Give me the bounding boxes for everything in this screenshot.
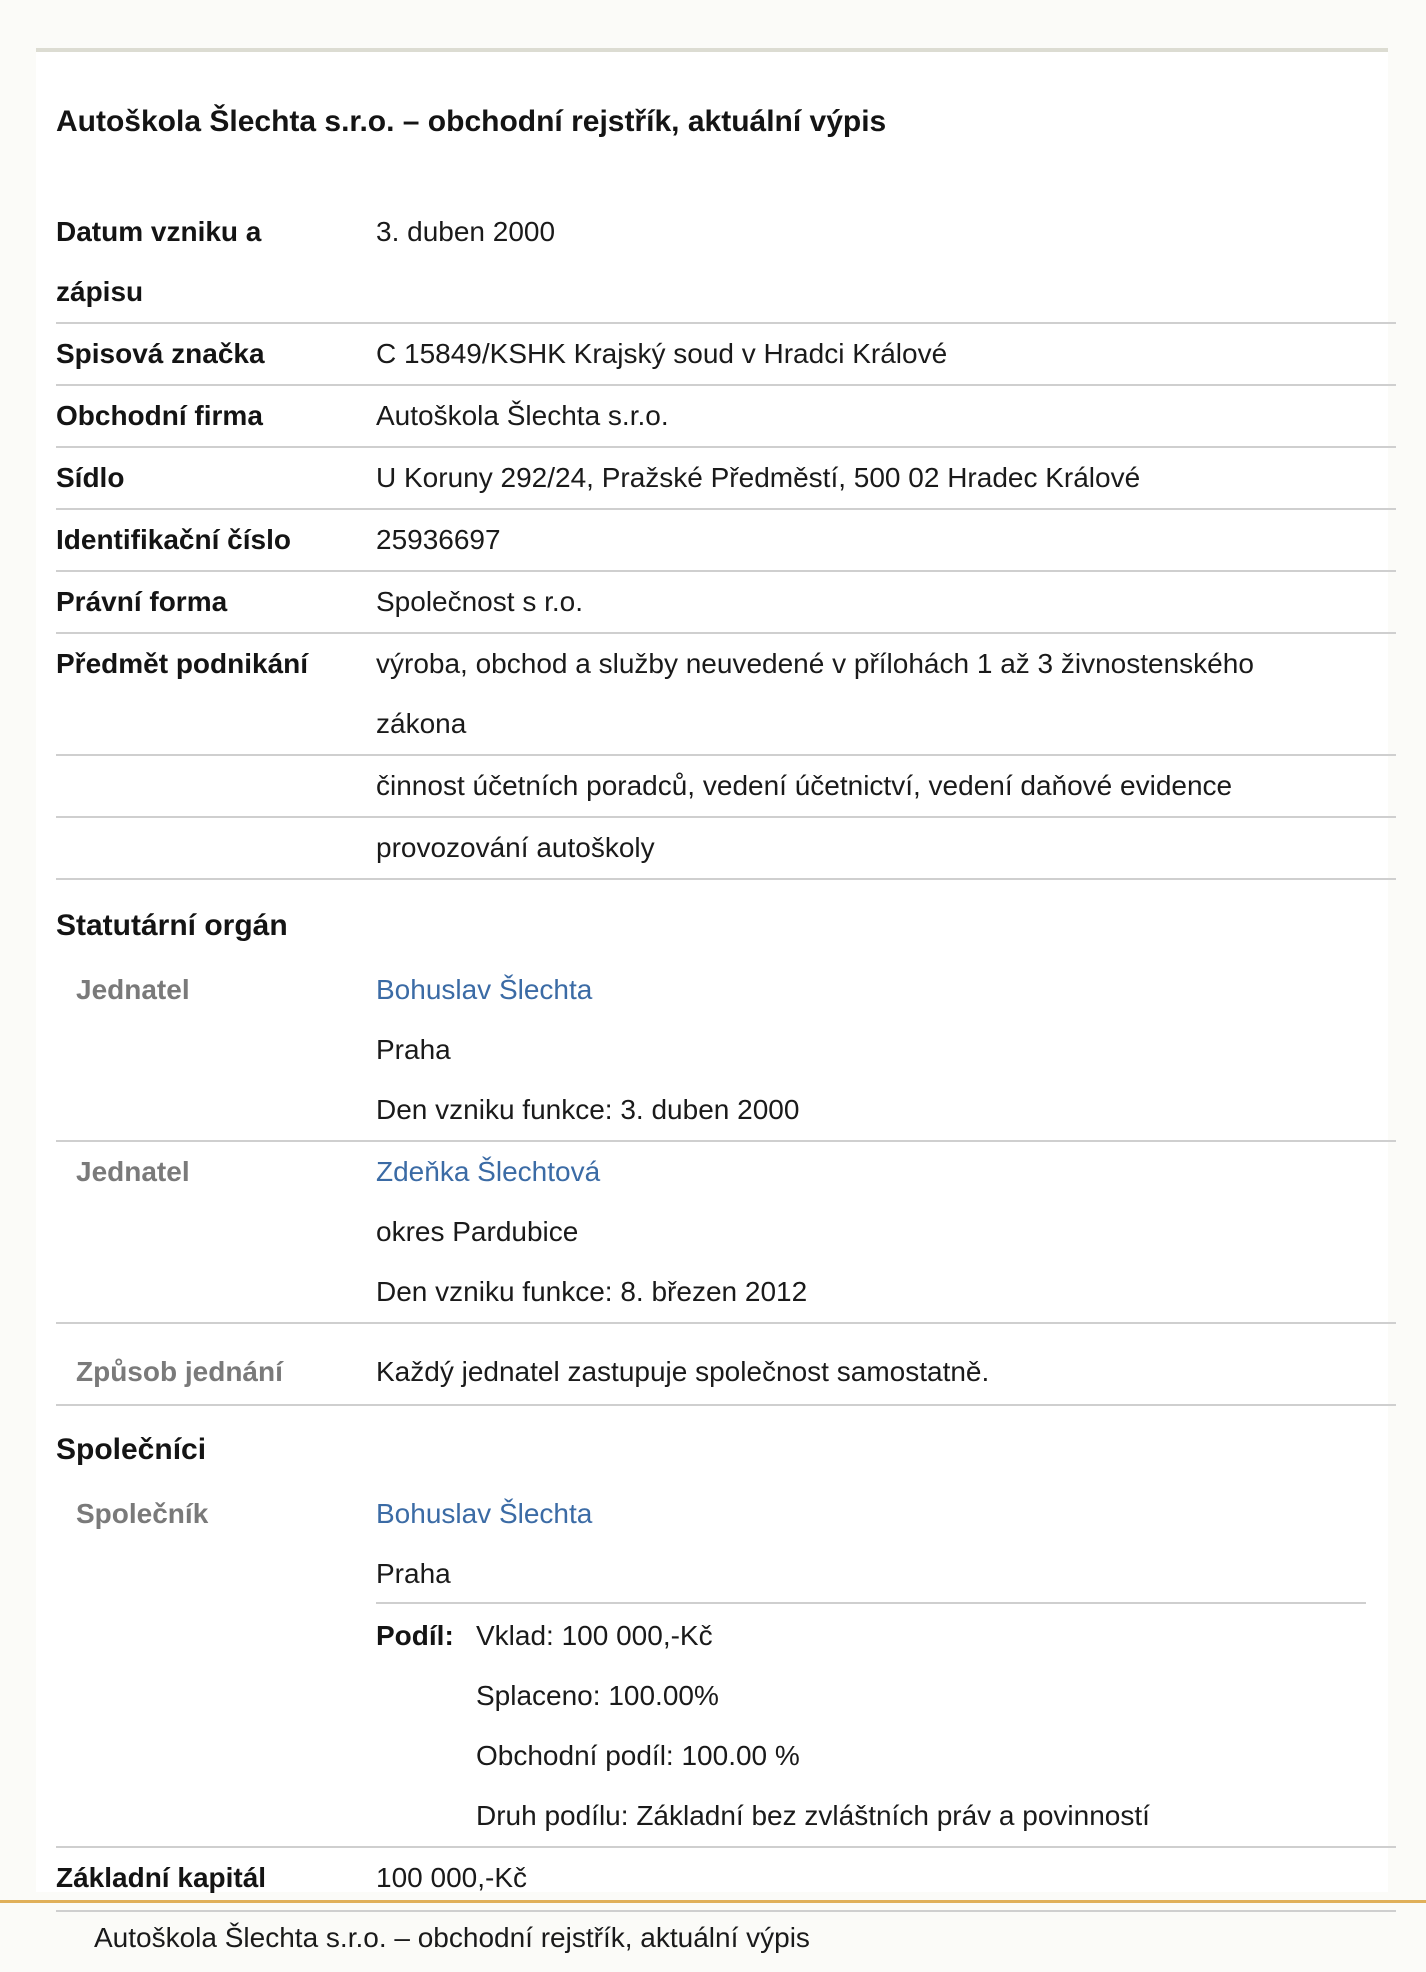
- row-jednatel: [56, 1142, 1396, 1324]
- activity-line: zákona: [376, 708, 467, 739]
- footer-caption: Autoškola Šlechta s.r.o. – obchodní rejstřík, aktuální výpis: [94, 1922, 810, 1953]
- row-spolecnik: [56, 1484, 1396, 1848]
- function-since: Den vzniku funkce: 8. březen 2012: [376, 1276, 808, 1307]
- row-label-line: Datum vzniku a: [56, 216, 262, 247]
- podil-splaceno: Splaceno: 100.00%: [476, 1680, 719, 1711]
- row-predmet-item: [56, 818, 1396, 880]
- person-link[interactable]: Bohuslav Šlechta: [376, 974, 593, 1005]
- row-value: Autoškola Šlechta s.r.o.: [376, 400, 669, 431]
- row-identifikacni-cislo: [56, 510, 1396, 572]
- register-extract-page: [36, 48, 1388, 1892]
- row-pravni-forma: [56, 572, 1396, 634]
- row-value: Každý jednatel zastupuje společnost samostatně.: [376, 1356, 990, 1387]
- row-label: Právní forma: [56, 586, 228, 617]
- activity-line: výroba, obchod a služby neuvedené v přílohách 1 až 3 živnostenského: [376, 648, 1254, 679]
- row-label-line: zápisu: [56, 276, 144, 307]
- section-heading-statutarni: Statutární orgán: [56, 909, 288, 942]
- row-value: 3. duben 2000: [376, 216, 556, 247]
- row-value: [376, 960, 1386, 1140]
- podil-vklad: Vklad: 100 000,-Kč: [476, 1620, 713, 1651]
- row-jednatel: [56, 960, 1396, 1142]
- row-value: 25936697: [376, 524, 501, 555]
- section-heading-spolecnici: Společníci: [56, 1433, 207, 1466]
- podil-druh: Druh podílu: Základní bez zvláštních práv a povinností: [476, 1800, 1150, 1831]
- row-label: [56, 202, 356, 322]
- row-label: Obchodní firma: [56, 400, 263, 431]
- person-place: okres Pardubice: [376, 1216, 579, 1247]
- row-label: Předmět podnikání: [56, 648, 309, 679]
- row-value: C 15849/KSHK Krajský soud v Hradci Králové: [376, 338, 948, 369]
- row-value: 100 000,-Kč: [376, 1862, 527, 1893]
- row-value: U Koruny 292/24, Pražské Předměstí, 500 02 Hradec Králové: [376, 462, 1141, 493]
- footer-divider: [0, 1900, 1426, 1903]
- row-value: činnost účetních poradců, vedení účetnictví, vedení daňové evidence: [376, 770, 1233, 801]
- row-value: [376, 634, 1386, 754]
- person-link[interactable]: Zdeňka Šlechtová: [376, 1156, 601, 1187]
- row-label: Společník: [76, 1498, 209, 1529]
- row-predmet-podnikani: [56, 634, 1396, 756]
- function-since: Den vzniku funkce: 3. duben 2000: [376, 1094, 800, 1125]
- row-label: Spisová značka: [56, 338, 265, 369]
- podil-label: Podíl:: [376, 1620, 454, 1651]
- row-label: Jednatel: [76, 974, 190, 1005]
- row-label: Způsob jednání: [76, 1356, 283, 1387]
- podil-obchodni: Obchodní podíl: 100.00 %: [476, 1740, 800, 1771]
- row-value: [376, 1142, 1386, 1322]
- row-obchodni-firma: [56, 386, 1396, 448]
- row-label: Základní kapitál: [56, 1862, 267, 1893]
- row-spisova-znacka: [56, 324, 1396, 386]
- row-datum-vzniku: [56, 202, 1396, 324]
- row-value: Společnost s r.o.: [376, 586, 584, 617]
- divider: [376, 1602, 1366, 1604]
- row-value: provozování autoškoly: [376, 832, 655, 863]
- row-value: [376, 1484, 1386, 1604]
- row-label: Jednatel: [76, 1156, 190, 1187]
- row-label: Identifikační číslo: [56, 524, 291, 555]
- row-zpusob-jednani: [56, 1342, 1396, 1406]
- person-link[interactable]: Bohuslav Šlechta: [376, 1498, 593, 1529]
- row-label: Sídlo: [56, 462, 125, 493]
- row-sidlo: [56, 448, 1396, 510]
- row-predmet-item: [56, 756, 1396, 818]
- person-place: Praha: [376, 1034, 451, 1065]
- person-place: Praha: [376, 1558, 451, 1589]
- page-title: Autoškola Šlechta s.r.o. – obchodní rejstřík, aktuální výpis: [56, 105, 887, 138]
